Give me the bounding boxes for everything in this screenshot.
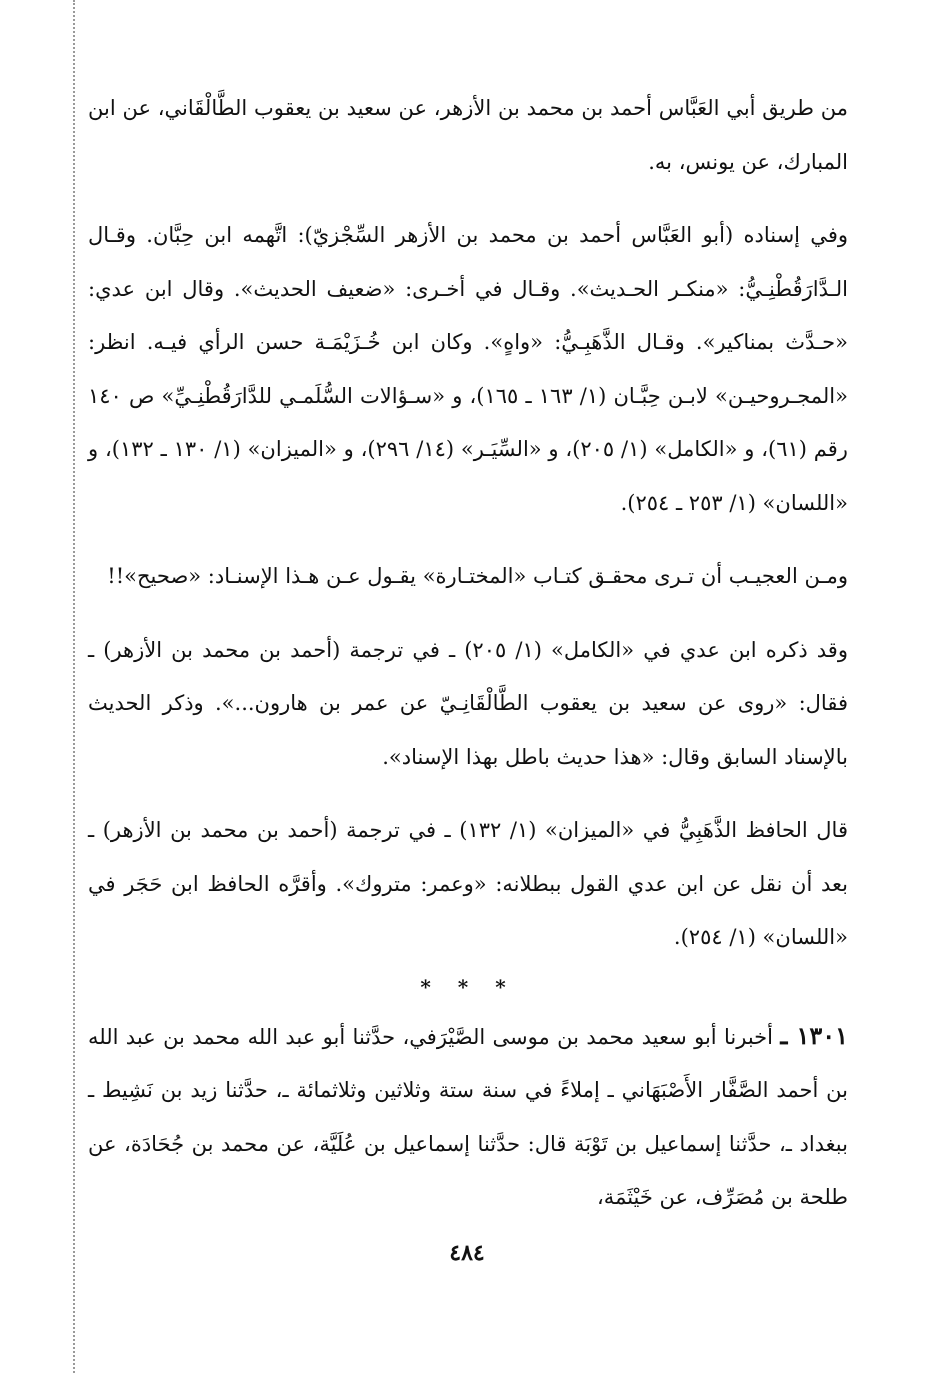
page-number: ٤٨٤ bbox=[449, 1240, 485, 1266]
section-divider-stars: * * * bbox=[420, 974, 516, 999]
page-body bbox=[88, 82, 848, 1225]
paragraph-3: ومـن العجيـب أن تـرى محقـق كتـاب «المختـارة» يقـول عـن هـذا الإسنـاد: «صحيح»!! bbox=[107, 564, 848, 588]
paragraph-1: من طريق أبي العَبَّاس أحمد بن محمد بن الأزهر، عن سعيد بن يعقوب الطَّالْقَاني، عن ابن المبارك، عن يونس، به. bbox=[88, 96, 848, 174]
paragraph-5: قال الحافظ الذَّهَبِيُّ في «الميزان» (١/ ١٣٢) ـ في ترجمة (أحمد بن محمد بن الأزهر) ـ بعد أن نقل عن ابن عدي القول ببطلانه: «وعمر: متروك». وأقرَّه الحافظ ابن حَجَر في «اللسان» (١/ ٢٥٤). bbox=[88, 818, 848, 949]
hadith-number: ١٣٠١ ـ bbox=[780, 1020, 848, 1050]
paragraph-2-footnote: وفي إسناده (أبو العَبَّاس أحمد بن محمد بن الأزهر السِّجْزيّ): اتَّهمه ابن حِبَّان. وقـال الـدَّارَقُطْنِـيُّ: «منكـر الحـديث». وقـال في أخـرى: «ضعيف الحديث». وقال ابن عدي: «حـدَّث بمناكير». وقـال الذَّهَبِـيُّ: «واهٍ». وكان ابن خُـزَيْمَـة حسن الرأي فيـه. انظر: «المجـروحيـن» لابـن حِبَّـان (١/ ١٦٣ ـ ١٦٥)، و «سـؤالات السُّلَمـي للدَّارَقُطْنِـيِّ» ص ١٤٠ رقم (٦١)، و «الكامل» (١/ ٢٠٥)، و «السِّيَـر» (١٤/ ٢٩٦)، و «الميزان» (١/ ١٣٠ ـ ١٣٢)، و «اللسان» (١/ ٢٥٣ ـ ٢٥٤). bbox=[88, 223, 848, 515]
binding-dotted-line bbox=[73, 0, 75, 1373]
paragraph-4: وقد ذكره ابن عدي في «الكامل» (١/ ٢٠٥) ـ في ترجمة (أحمد بن محمد بن الأزهر) ـ فقال: «روى عن سعيد بن يعقوب الطَّالْقَانِـيّ عن عمر بن هارون...». وذكر الحديث بالإسناد السابق وقال: «هذا حديث باطل بهذا الإسناد». bbox=[88, 637, 848, 769]
hadith-text: أخبرنا أبو سعيد محمد بن موسى الصَّيْرَفي، حدَّثنا أبو عبد الله محمد بن عبد الله بن أحمد الصَّفَّار الأَصْبَهَاني ـ إملاءً في سنة ستة وثلاثين وثلاثمائة ـ، حدَّثنا زيد بن نَشِيط ـ ببغداد ـ، حدَّثنا إسماعيل بن تَوْبَة قال: حدَّثنا إسماعيل بن عُلَيَّة، عن محمد بن جُحَادَة، عن طلحة بن مُصَرِّف، عن خَيْثَمَة، bbox=[88, 1024, 848, 1209]
hadith-paragraph bbox=[88, 1009, 848, 1225]
